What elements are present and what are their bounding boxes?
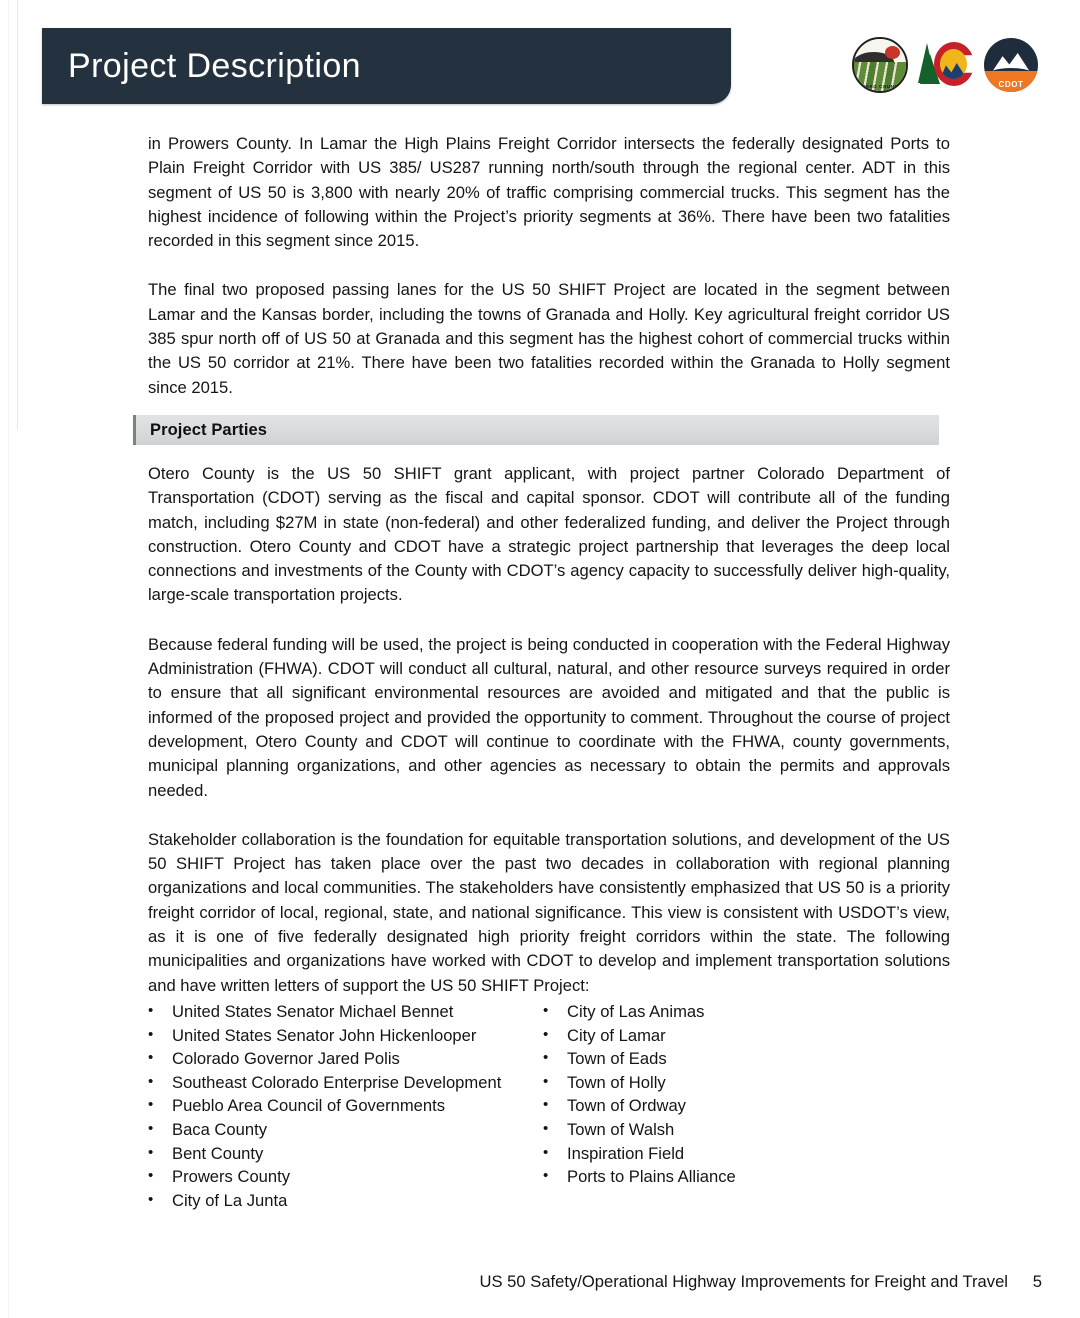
otero-county-seal-icon — [852, 37, 908, 93]
list-item-label: United States Senator Michael Bennet — [172, 1002, 454, 1021]
list-item — [543, 1145, 903, 1169]
list-item-label: Town of Eads — [567, 1049, 667, 1069]
bullet-icon: • — [148, 1049, 154, 1067]
list-item-label: Colorado Governor Jared Polis — [172, 1049, 400, 1069]
list-item — [543, 1027, 903, 1051]
bullet-icon: • — [148, 1119, 154, 1137]
supporter-list-right — [543, 1003, 903, 1192]
logo-row — [852, 36, 1038, 94]
paragraph-granada-holly: The final two proposed passing lanes for the US 50 SHIFT Project are located in the segment between Lamar and the Kansas border, including the towns of Granada and Holly. Key agricultural freight corridor US 385 spur north off of US 50 at Granada and this segment has the highest cohort of commercial trucks within the US 50 corridor at 21%. There have been two fatalities recorded within the Granada to Holly segment since 2015. — [148, 280, 950, 397]
otero-seal-sun — [885, 46, 900, 59]
list-item — [543, 1074, 903, 1098]
supporter-list-region — [148, 1003, 948, 1215]
list-item — [148, 1097, 543, 1121]
list-item-label: Baca County — [172, 1119, 268, 1139]
list-item-label: Prowers County — [172, 1167, 291, 1187]
list-item — [148, 1074, 543, 1098]
bullet-icon: • — [543, 1072, 549, 1090]
list-item — [543, 1003, 903, 1027]
list-item — [148, 1192, 543, 1216]
section-heading-project-parties — [133, 415, 939, 445]
bullet-icon: • — [543, 1049, 549, 1067]
list-item-label: Ports to Plains Alliance — [567, 1167, 736, 1187]
page-title: Project Description — [68, 46, 361, 85]
list-item-label: United States Senator John Hickenlooper — [172, 1025, 477, 1045]
bullet-icon: • — [543, 1002, 549, 1019]
cdot-logo-icon — [984, 38, 1038, 92]
bullet-icon: • — [543, 1119, 549, 1137]
list-item-label: Town of Walsh — [567, 1119, 675, 1139]
list-item — [543, 1168, 903, 1192]
footer-page-number: 5 — [1032, 1272, 1042, 1291]
list-item-label: Town of Holly — [567, 1072, 666, 1092]
bullet-icon: • — [148, 1190, 154, 1208]
supporter-list-left — [148, 1003, 543, 1215]
list-item — [148, 1145, 543, 1169]
list-item-label: City of Lamar — [567, 1025, 666, 1045]
colorado-state-logo-icon — [917, 40, 975, 90]
bullet-icon: • — [543, 1025, 549, 1043]
body-project-parties-paragraphs — [148, 462, 950, 998]
list-item-label: Pueblo Area Council of Governments — [172, 1096, 446, 1116]
list-item-label: Inspiration Field — [567, 1143, 685, 1163]
bullet-icon: • — [148, 1072, 154, 1090]
bullet-icon: • — [148, 1096, 154, 1114]
list-item-label: City of La Junta — [172, 1190, 288, 1210]
bullet-icon: • — [148, 1143, 154, 1161]
cdot-logo-label: CDOT — [998, 80, 1024, 89]
colorado-logo-mountain — [940, 62, 967, 79]
supporter-list-right-column — [543, 1003, 903, 1215]
bullet-icon: • — [543, 1143, 549, 1161]
page-header-banner — [42, 28, 731, 104]
list-item — [543, 1097, 903, 1121]
bullet-icon: • — [148, 1025, 154, 1043]
list-item — [148, 1003, 543, 1027]
bullet-icon: • — [543, 1167, 549, 1185]
list-item-label: Southeast Colorado Enterprise Development — [172, 1072, 502, 1092]
paragraph-otero-cdot-partnership: Otero County is the US 50 SHIFT grant applicant, with project partner Colorado Department of Transportation (CDOT) serving as the fiscal and capital sponsor. CDOT will contribute all of the funding match, including $27M in state (non-federal) and other federalized funding, and deliver the Project through construction. Otero County and CDOT have a strategic project partnership that leverages the deep local connections and investments of the County with CDOT’s agency capacity to successfully deliver high-quality, large-scale transportation projects. — [148, 464, 950, 605]
list-item — [148, 1027, 543, 1051]
scan-artifact-outer — [8, 0, 9, 1318]
bullet-icon: • — [543, 1096, 549, 1114]
scan-artifact-inner — [17, 0, 18, 430]
list-item — [148, 1168, 543, 1192]
list-item-label: Bent County — [172, 1143, 264, 1163]
bullet-icon: • — [148, 1002, 154, 1019]
bullet-icon: • — [148, 1167, 154, 1185]
list-item-label: Town of Ordway — [567, 1096, 686, 1116]
list-item — [148, 1121, 543, 1145]
otero-seal-label: OTERO COUNTY — [858, 84, 902, 89]
body-top-paragraphs — [148, 132, 950, 400]
list-item-label: City of Las Animas — [567, 1002, 705, 1021]
section-heading-label: Project Parties — [150, 420, 268, 439]
list-item — [543, 1050, 903, 1074]
colorado-logo-sun — [940, 49, 967, 79]
paragraph-prowers-lamar: in Prowers County. In Lamar the High Plains Freight Corridor intersects the federally designated Ports to Plain Freight Corridor with US 385/ US287 running north/south through the regional center. ADT in this segment of US 50 is 3,800 with nearly 20% of traffic comprising commercial trucks. This segment has the highest incidence of following within the Project’s priority segments at 36%. There have been two fatalities recorded in this segment since 2015. — [148, 134, 950, 251]
list-item — [543, 1121, 903, 1145]
paragraph-federal-funding-fhwa: Because federal funding will be used, the project is being conducted in cooperation with the Federal Highway Administration (FHWA). CDOT will conduct all cultural, natural, and other resource surveys required in order to ensure that all significant environmental resources are avoided and mitigated and that the public is informed of the proposed project and provided the opportunity to comment. Throughout the course of project development, Otero County and CDOT will continue to coordinate with the FHWA, county governments, municipal planning organizations, and other agencies as necessary to obtain the permits and approvals needed. — [148, 634, 950, 800]
page-footer — [0, 1272, 1042, 1292]
list-item — [148, 1050, 543, 1074]
supporter-list-left-column — [148, 1003, 543, 1215]
footer-title: US 50 Safety/Operational Highway Improvements for Freight and Travel — [479, 1272, 1008, 1291]
paragraph-stakeholder-collaboration: Stakeholder collaboration is the foundation for equitable transportation solutions, and development of the US 50 SHIFT Project has taken place over the past two decades in collaboration with regional planning organizations and local communities. The stakeholders have consistently emphasized that US 50 is a priority freight corridor of local, regional, state, and national significance. This view is consistent with USDOT’s view, as it is one of five federally designated high priority freight corridors within the state. The following municipalities and organizations have worked with CDOT to develop and implement transportation solutions and have written letters of support the US 50 SHIFT Project: — [148, 829, 950, 995]
